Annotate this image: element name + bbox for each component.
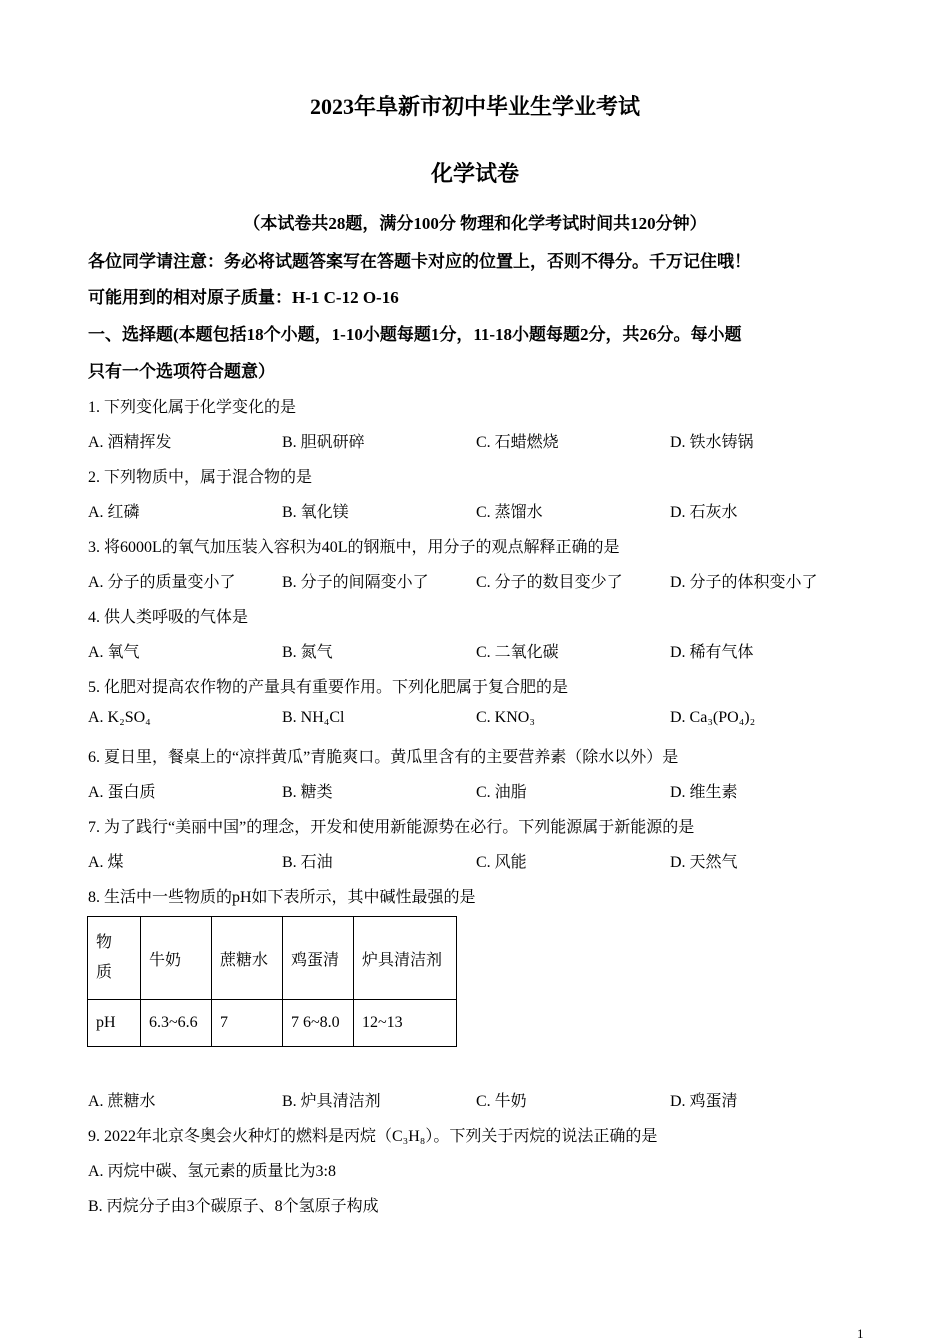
question-9-option-b: B. 丙烷分子由3个碳原子、8个氢原子构成 bbox=[88, 1198, 379, 1215]
question-6-stem: 6. 夏日里，餐桌上的“凉拌黄瓜”青脆爽口。黄瓜里含有的主要营养素（除水以外）是 bbox=[88, 749, 679, 766]
question-3-option-c: C. 分子的数目变少了 bbox=[476, 574, 623, 591]
question-6-option-d: D. 维生素 bbox=[670, 784, 738, 801]
question-7-stem: 7. 为了践行“美丽中国”的理念，开发和使用新能源势在必行。下列能源属于新能源的是 bbox=[88, 819, 695, 836]
question-2-option-a: A. 红磷 bbox=[88, 504, 140, 521]
question-7-option-c: C. 风能 bbox=[476, 854, 527, 871]
section-heading-line2: 只有一个选项符合题意） bbox=[88, 362, 275, 381]
question-6-option-a: A. 蛋白质 bbox=[88, 784, 156, 801]
ph-table-value: 7 6~8.0 bbox=[283, 1000, 354, 1047]
question-8-stem: 8. 生活中一些物质的pH如下表所示，其中碱性最强的是 bbox=[88, 889, 476, 906]
question-5-option-a: A. K₂SO₄ bbox=[88, 709, 151, 726]
ph-table-header-line1: 物 bbox=[96, 934, 113, 951]
ph-table bbox=[87, 916, 457, 1047]
question-2-option-c: C. 蒸馏水 bbox=[476, 504, 543, 521]
ph-table-row-label: pH bbox=[88, 1000, 141, 1047]
ph-table-value: 7 bbox=[212, 1000, 283, 1047]
question-1-option-c: C. 石蜡燃烧 bbox=[476, 434, 559, 451]
question-5-option-b: B. NH₄Cl bbox=[282, 709, 345, 726]
ph-table-substance: 蔗糖水 bbox=[212, 917, 283, 1000]
question-8-option-b: B. 炉具清洁剂 bbox=[282, 1093, 381, 1110]
question-9-stem: 9. 2022年北京冬奥会火种灯的燃料是丙烷（C₃H₈）。下列关于丙烷的说法正确的是 bbox=[88, 1128, 658, 1145]
exam-subtitle: 化学试卷 bbox=[430, 161, 519, 186]
question-7-option-d: D. 天然气 bbox=[670, 854, 738, 871]
notice: 各位同学请注意：务必将试题答案写在答题卡对应的位置上，否则不得分。千万记住哦！ bbox=[88, 252, 751, 271]
question-2-option-b: B. 氧化镁 bbox=[282, 504, 349, 521]
question-4-stem: 4. 供人类呼吸的气体是 bbox=[88, 609, 249, 626]
question-9-option-a: A. 丙烷中碳、氢元素的质量比为3:8 bbox=[88, 1163, 337, 1180]
question-1-option-b: B. 胆矾研碎 bbox=[282, 434, 365, 451]
question-3-stem: 3. 将6000L的氧气加压装入容积为40L的钢瓶中，用分子的观点解释正确的是 bbox=[88, 539, 620, 556]
question-7-option-b: B. 石油 bbox=[282, 854, 333, 871]
page-number: 1 bbox=[857, 1326, 864, 1341]
question-7-option-a: A. 煤 bbox=[88, 854, 124, 871]
question-3-option-d: D. 分子的体积变小了 bbox=[670, 574, 818, 591]
question-4-option-c: C. 二氧化碳 bbox=[476, 644, 559, 661]
ph-table-value: 6.3~6.6 bbox=[141, 1000, 212, 1047]
question-3-option-b: B. 分子的间隔变小了 bbox=[282, 574, 429, 591]
question-1-stem: 1. 下列变化属于化学变化的是 bbox=[88, 399, 297, 416]
question-1-option-a: A. 酒精挥发 bbox=[88, 434, 172, 451]
question-8-option-c: C. 牛奶 bbox=[476, 1093, 527, 1110]
ph-table-header-line2: 质 bbox=[96, 964, 113, 981]
question-6-option-b: B. 糖类 bbox=[282, 784, 333, 801]
ph-table-substance: 牛奶 bbox=[141, 917, 212, 1000]
ph-table-value: 12~13 bbox=[354, 1000, 457, 1047]
question-2-option-d: D. 石灰水 bbox=[670, 504, 738, 521]
question-5-option-c: C. KNO₃ bbox=[476, 709, 535, 726]
ph-table-header-cell bbox=[88, 917, 141, 1000]
atomic-mass-line: 可能用到的相对原子质量：H-1 C-12 O-16 bbox=[88, 288, 399, 307]
question-8-option-d: D. 鸡蛋清 bbox=[670, 1093, 738, 1110]
question-5-option-d: D. Ca₃(PO₄)₂ bbox=[670, 709, 756, 726]
question-1-option-d: D. 铁水铸锅 bbox=[670, 434, 754, 451]
section-heading-line1: 一、选择题(本题包括18个小题，1-10小题每题1分，11-18小题每题2分，共26分。每小题 bbox=[88, 325, 742, 344]
ph-table-substance: 炉具清洁剂 bbox=[354, 917, 457, 1000]
question-8-option-a: A. 蔗糖水 bbox=[88, 1093, 156, 1110]
question-6-option-c: C. 油脂 bbox=[476, 784, 527, 801]
exam-info: （本试卷共28题，满分100分 物理和化学考试时间共120分钟） bbox=[243, 214, 707, 233]
ph-table-header-row bbox=[88, 917, 457, 1000]
question-2-stem: 2. 下列物质中，属于混合物的是 bbox=[88, 469, 313, 486]
question-4-option-d: D. 稀有气体 bbox=[670, 644, 754, 661]
ph-table-substance: 鸡蛋清 bbox=[283, 917, 354, 1000]
question-5-stem: 5. 化肥对提高农作物的产量具有重要作用。下列化肥属于复合肥的是 bbox=[88, 679, 569, 696]
question-4-option-b: B. 氮气 bbox=[282, 644, 333, 661]
question-3-option-a: A. 分子的质量变小了 bbox=[88, 574, 236, 591]
ph-table-value-row bbox=[88, 1000, 457, 1047]
question-4-option-a: A. 氧气 bbox=[88, 644, 140, 661]
exam-title: 2023年阜新市初中毕业生学业考试 bbox=[309, 94, 640, 119]
